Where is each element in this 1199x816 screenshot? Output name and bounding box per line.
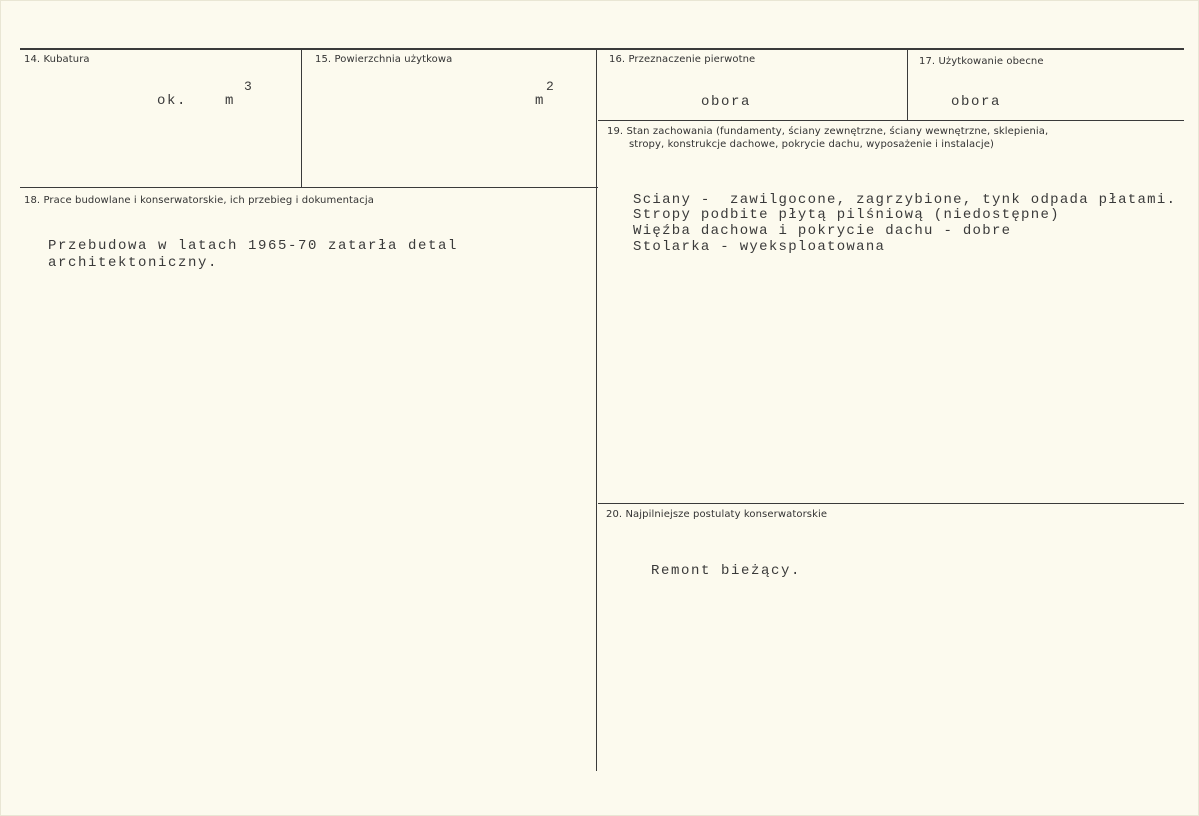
field-17-label: 17. Użytkowanie obecne xyxy=(919,56,1044,67)
row1-bottom-rule-left xyxy=(20,187,598,188)
field-18-line-1: Przebudowa w latach 1965-70 zatarła detal xyxy=(48,238,459,254)
field-14-label: 14. Kubatura xyxy=(24,54,90,65)
field-19-line-2: Stropy podbite płytą pilśniową (niedostępne) xyxy=(633,207,1060,223)
field-20-label: 20. Najpilniejsze postulaty konserwatorskie xyxy=(606,509,828,520)
row1-bottom-rule-right xyxy=(598,120,1184,121)
field-14-prefix: ok. xyxy=(157,93,188,109)
field-15-unit-exponent: 2 xyxy=(546,79,556,94)
field-15-unit: m xyxy=(535,93,546,109)
field-14-unit: m xyxy=(225,93,236,109)
field-16-value: obora xyxy=(701,94,752,110)
field-18-line-2: architektoniczny. xyxy=(48,255,219,271)
field-15-label: 15. Powierzchnia użytkowa xyxy=(315,54,453,65)
divider-14-15 xyxy=(301,49,302,188)
field-17-value: obora xyxy=(951,94,1002,110)
field-19-line-1: Sciany - zawilgocone, zagrzybione, tynk odpada płatami. xyxy=(633,192,1177,208)
field-14-unit-exponent: 3 xyxy=(244,79,254,94)
divider-16-17 xyxy=(907,49,908,121)
field-19-line-4: Stolarka - wyeksploatowana xyxy=(633,239,886,255)
field-19-label-line-2: stropy, konstrukcje dachowe, pokrycie dachu, wyposażenie i instalacje) xyxy=(629,139,994,150)
divider-center xyxy=(596,49,597,771)
field-20-value: Remont bieżący. xyxy=(651,563,802,579)
f20-top-rule xyxy=(598,503,1184,504)
field-19-label-line-1: 19. Stan zachowania (fundamenty, ściany zewnętrzne, ściany wewnętrzne, sklepienia, xyxy=(607,126,1049,137)
field-19-line-3: Więźba dachowa i pokrycie dachu - dobre xyxy=(633,223,1012,239)
field-18-label: 18. Prace budowlane i konserwatorskie, ich przebieg i dokumentacja xyxy=(24,195,374,206)
top-rule xyxy=(20,48,1184,50)
field-16-label: 16. Przeznaczenie pierwotne xyxy=(609,54,756,65)
